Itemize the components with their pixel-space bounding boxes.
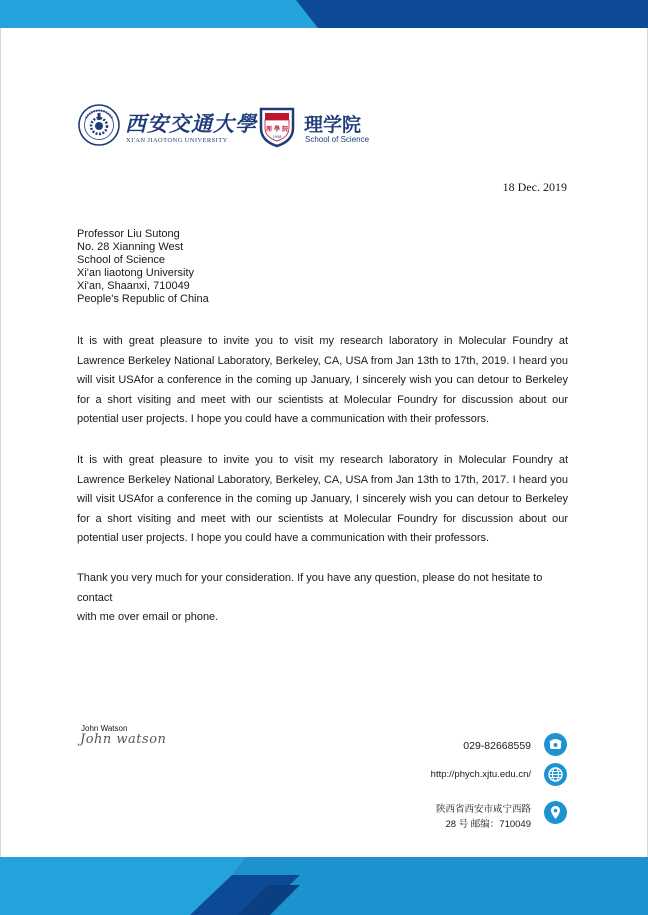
letter-date: 18 Dec. 2019 — [502, 180, 567, 194]
closing-line: contact — [77, 591, 113, 604]
closing-line: Thank you very much for your consideration. If you have any question, please do not hesitate to — [77, 572, 543, 584]
address-line: No. 28 Xianning West — [77, 241, 184, 253]
letterhead-logos — [78, 104, 378, 150]
school-name-cn: 理学院 — [304, 114, 362, 136]
top-decorative-band — [0, 0, 648, 28]
phone-icon — [544, 733, 567, 756]
school-shield-icon — [258, 106, 296, 148]
address-line: People's Republic of China — [77, 293, 209, 305]
contact-address-line: 陕西省西安市咸宁西路 — [435, 804, 531, 815]
shield-text: 理 學 院 — [265, 126, 289, 133]
closing-line: with me over email or phone. — [77, 611, 219, 623]
recipient-address — [77, 228, 477, 306]
signature-block — [80, 724, 210, 754]
school-name-en: School of Science — [305, 135, 370, 144]
address-line: Xi'an, Shaanxi, 710049 — [77, 280, 190, 292]
bottom-decorative-band — [0, 857, 648, 915]
address-line: Xi'an liaotong University — [77, 267, 195, 279]
contact-phone: 029-82668559 — [463, 740, 531, 752]
body-paragraph-1: It is with great pleasure to invite you to visit my research laboratory in Molecular Foundry at Lawrence Berkeley National Laboratory, Berkeley, CA, USA from Jan 13th to 17th, 2019. I heard you will visit USAfor a conference in the coming up January, I sincerely wish you can detour to Berkeley for a short visiting and meet with our scientists at Molecular Foundry for discussion about our potential user projects. I hope you could have a communication with their professors. — [77, 335, 568, 425]
location-pin-icon — [544, 801, 567, 824]
contact-website[interactable]: http://phych.xjtu.edu.cn/ — [430, 769, 531, 780]
body-paragraph-2: It is with great pleasure to invite you to visit my research laboratory in Molecular Foundry at Lawrence Berkeley National Laboratory, Berkeley, CA, USA from Jan 13th to 17th, 2017. I heard you will visit USAfor a conference in the coming up January, I sincerely wish you can detour to Berkeley for a short visiting and meet with our scientists at Molecular Foundry for discussion about our potential user projects. I hope you could have a communication with their professors. — [77, 454, 568, 544]
handwritten-signature: John watson — [80, 732, 167, 747]
contact-address — [436, 802, 531, 832]
address-line: School of Science — [77, 254, 166, 266]
signature-printed-name: John Watson — [81, 724, 128, 733]
shield-year: 1958 — [272, 135, 282, 139]
university-name-en: XI'AN JIAOTONG UNIVERSITY — [126, 137, 228, 144]
contact-address-line: 28 号 邮编：710049 — [445, 819, 531, 830]
globe-icon — [544, 763, 567, 786]
university-name-cn: 西安交通大學 — [125, 111, 257, 136]
address-line: Professor Liu Sutong — [77, 228, 180, 240]
closing-paragraph — [77, 569, 568, 628]
university-seal-icon — [78, 104, 120, 146]
